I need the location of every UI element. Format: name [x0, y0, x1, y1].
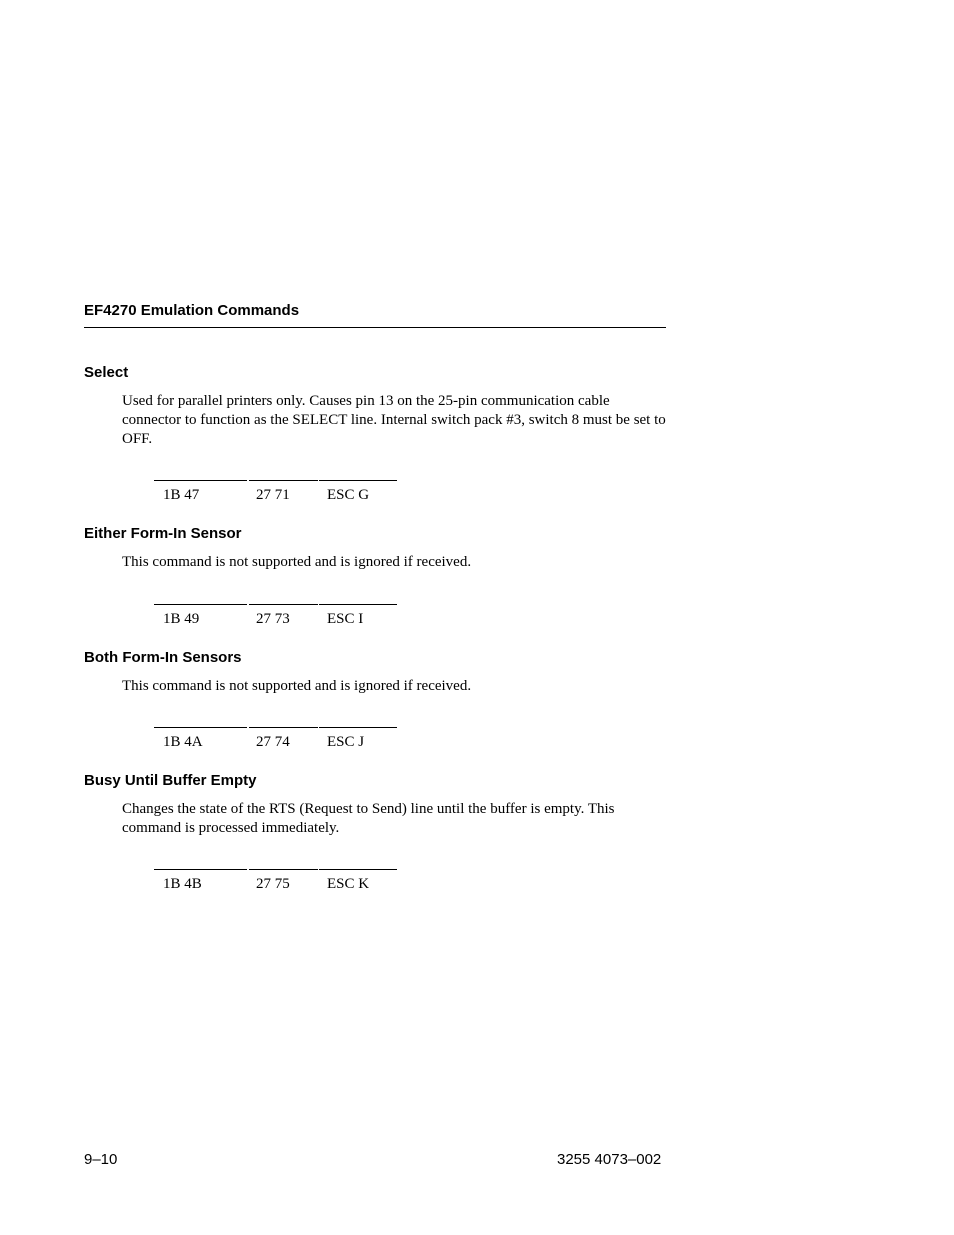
- section-description: Used for parallel printers only. Causes pin 13 on the 25-pin communication cable connector to function as the SELECT line. Internal switch pack #3, switch 8 must be set to OFF.: [122, 393, 666, 447]
- section-busy-until-buffer-empty: [84, 772, 684, 838]
- section-both-form-in-sensors: [84, 649, 684, 696]
- section-either-form-in-sensor: [84, 525, 684, 572]
- ascii-code: ESC J: [319, 727, 397, 753]
- decimal-code: 27 75: [249, 869, 318, 895]
- page-number: 9–10: [84, 1151, 118, 1168]
- section-heading: Busy Until Buffer Empty: [84, 772, 257, 789]
- hex-code: 1B 47: [154, 480, 247, 506]
- decimal-code: 27 71: [249, 480, 318, 506]
- decimal-code: 27 74: [249, 727, 318, 753]
- section-heading: Select: [84, 364, 129, 381]
- page-header: [84, 302, 666, 328]
- document-number: 3255 4073–002: [557, 1151, 662, 1168]
- decimal-code: 27 73: [249, 604, 318, 630]
- hex-code: 1B 4B: [154, 869, 247, 895]
- section-description: This command is not supported and is ignored if received.: [122, 678, 472, 694]
- ascii-code: ESC K: [319, 869, 397, 895]
- section-description: Changes the state of the RTS (Request to Send) line until the buffer is empty. This command is processed immediately.: [122, 801, 615, 836]
- section-heading: Either Form-In Sensor: [84, 525, 242, 542]
- section-description: This command is not supported and is ignored if received.: [122, 554, 472, 570]
- ascii-code: ESC G: [319, 480, 397, 506]
- section-select: [84, 364, 684, 449]
- hex-code: 1B 49: [154, 604, 247, 630]
- section-heading: Both Form-In Sensors: [84, 649, 242, 666]
- page-title: EF4270 Emulation Commands: [84, 302, 300, 319]
- ascii-code: ESC I: [319, 604, 397, 630]
- hex-code: 1B 4A: [154, 727, 247, 753]
